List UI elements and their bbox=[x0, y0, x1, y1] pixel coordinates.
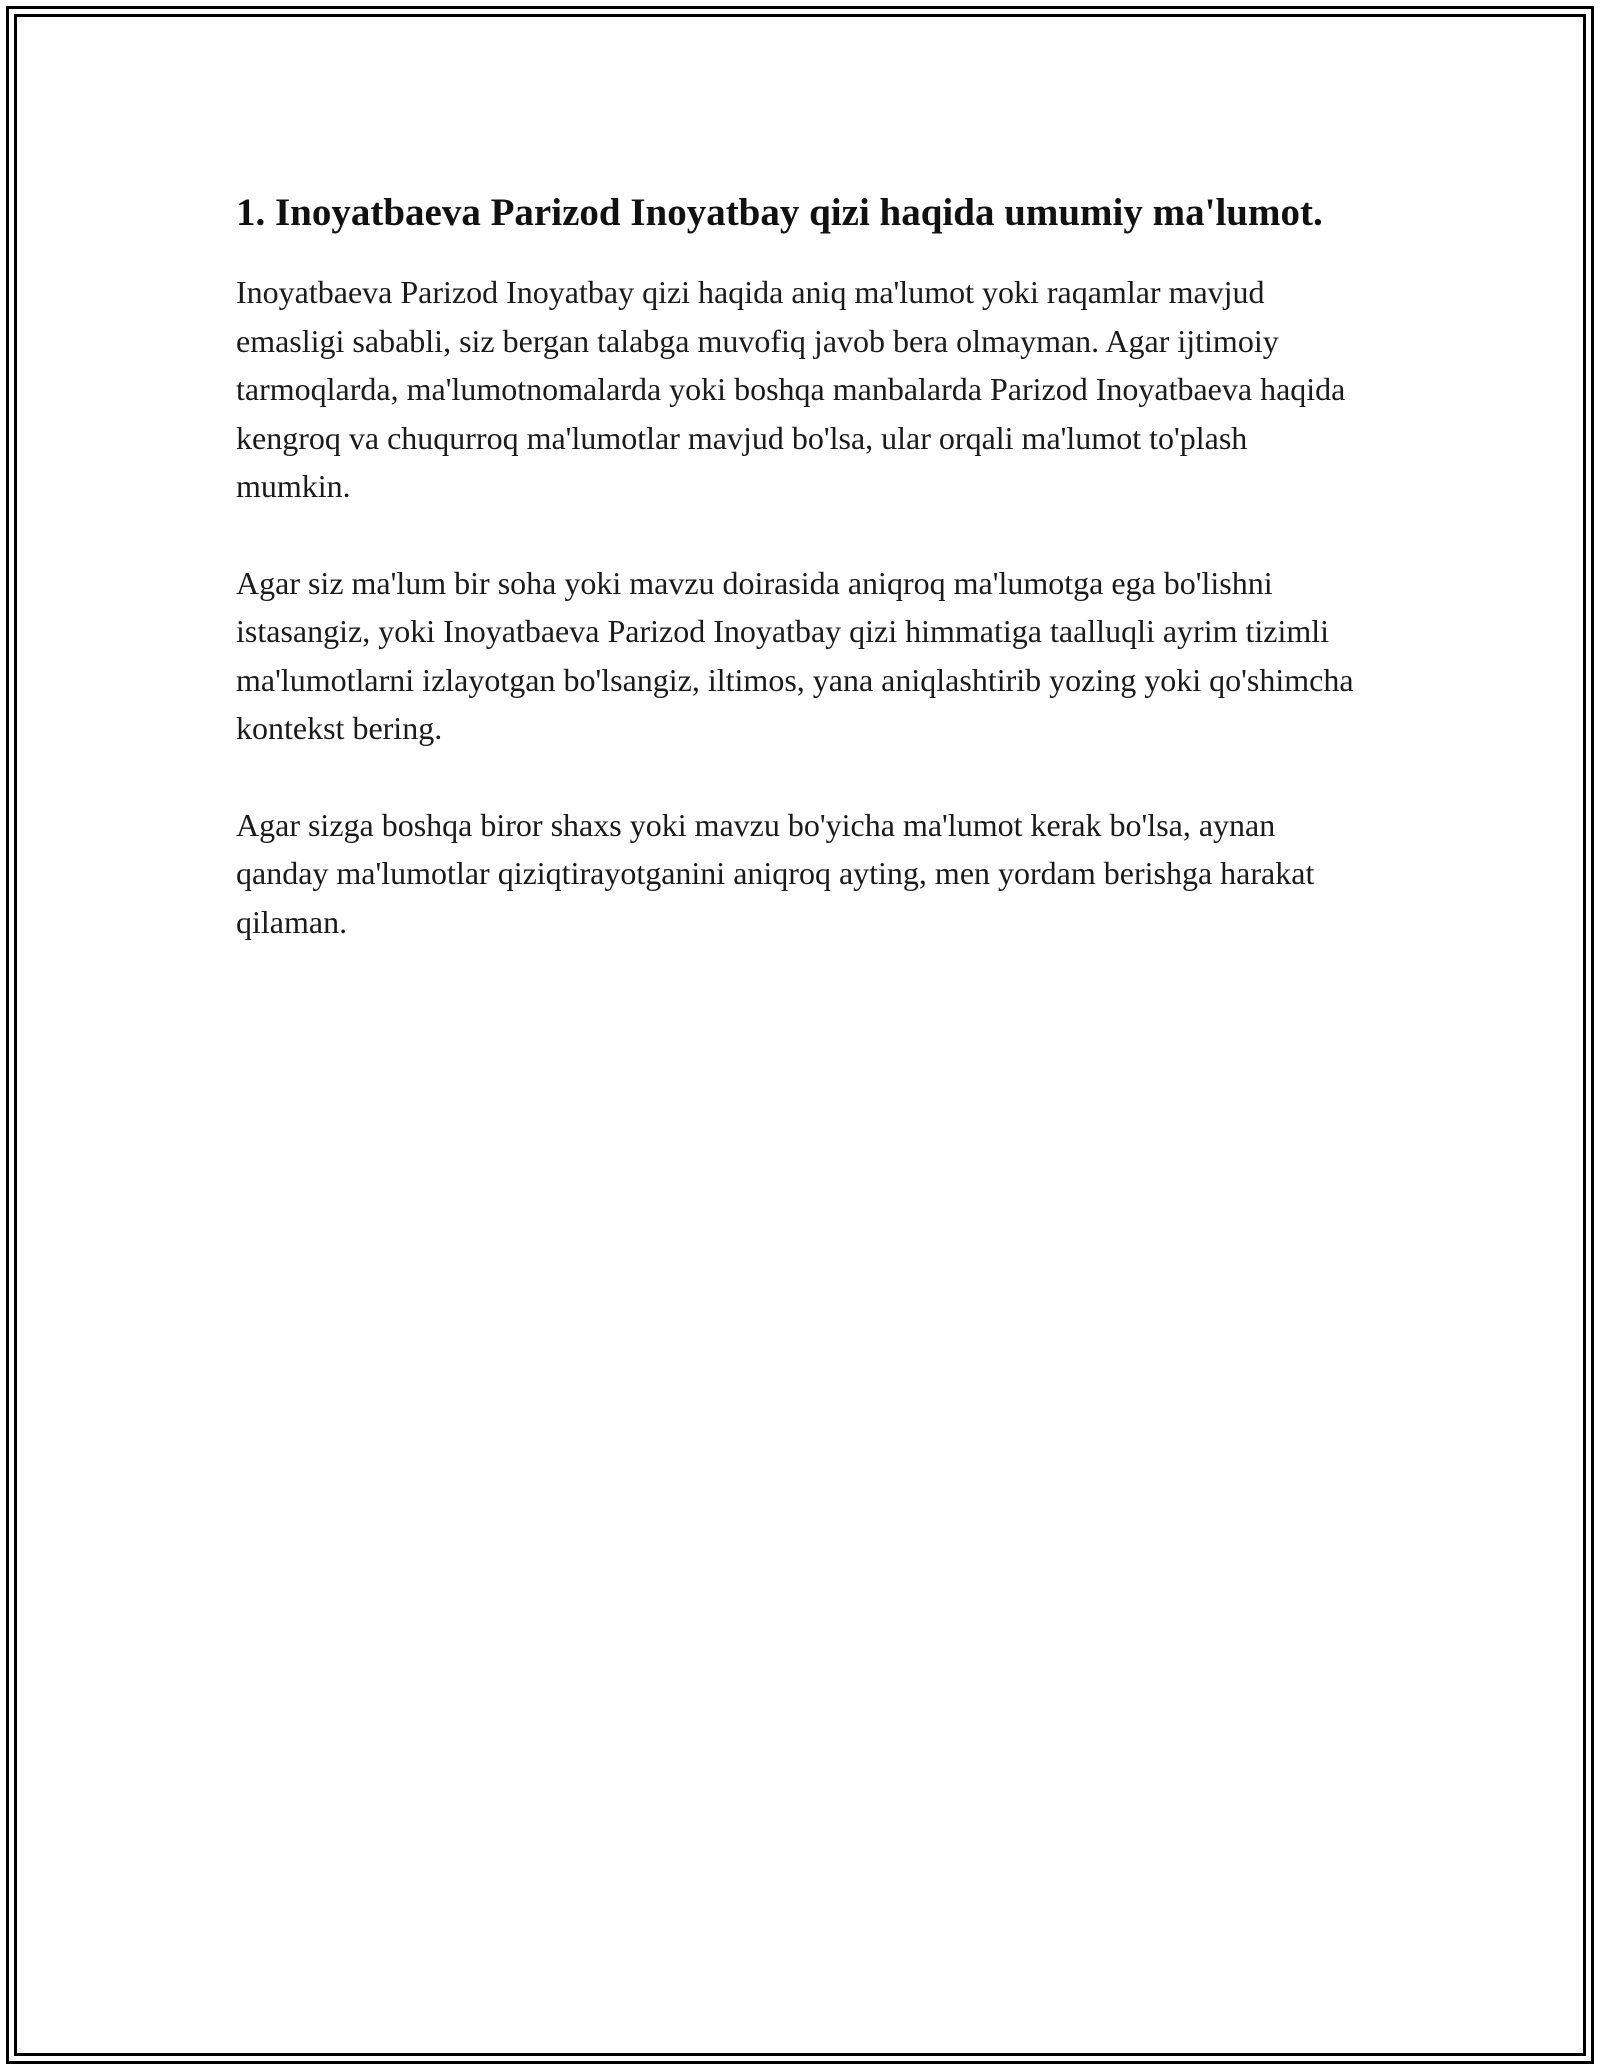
section-heading: 1. Inoyatbaeva Parizod Inoyatbay qizi haqida umumiy ma'lumot. bbox=[236, 191, 1323, 234]
paragraph-2: Agar siz ma'lum bir soha yoki mavzu doirasida aniqroq ma'lumotga ega bo'lishni istasangiz, yoki Inoyatbaeva Parizod Inoyatbay qizi himmatiga taalluqli ayrim tizimli ma'lumotlarni izlayotgan bo'lsangiz, iltimos, yana aniqlashtirib yozing yoki qo'shimcha kontekst bering. bbox=[236, 564, 1354, 746]
document-body bbox=[236, 186, 1366, 994]
paragraph-3: Agar sizga boshqa biror shaxs yoki mavzu bo'yicha ma'lumot kerak bo'lsa, aynan qanday ma'lumotlar qiziqtirayotganini aniqroq ayting, men yordam berishga harakat qilaman. bbox=[236, 806, 1315, 940]
paragraph-1: Inoyatbaeva Parizod Inoyatbay qizi haqida aniq ma'lumot yoki raqamlar mavjud emasligi sababli, siz bergan talabga muvofiq javob bera olmayman. Agar ijtimoiy tarmoqlarda, ma'lumotnomalarda yoki boshqa manbalarda Parizod Inoyatbaeva haqida kengroq va chuqurroq ma'lumotlar mavjud bo'lsa, ular orqali ma'lumot to'plash mumkin. bbox=[236, 274, 1346, 504]
